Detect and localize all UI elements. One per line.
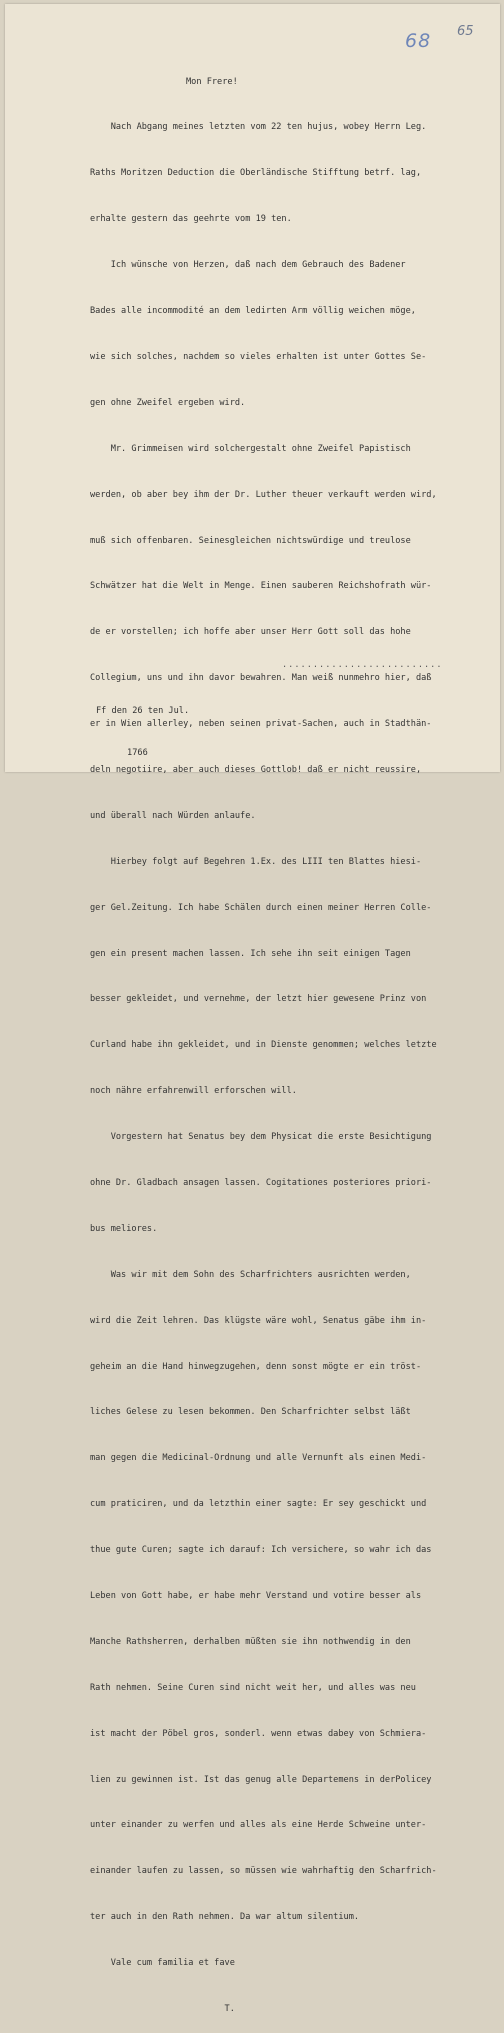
letter-line: Manche Rathsherren, derhalben müßten sie ihn nothwendig in den (90, 1636, 411, 1647)
letter-line: gen ohne Zweifel ergeben wird. (90, 397, 246, 408)
letter-line: Nach Abgang meines letzten vom 22 ten hujus, wobey Herrn Leg. (90, 122, 427, 133)
letter-line: Vale cum familia et fave (90, 1958, 235, 1969)
letter-line: Leben von Gott habe, er habe mehr Verstand und votire besser als (90, 1590, 422, 1601)
letter-line: wie sich solches, nachdem so vieles erhalten ist unter Gottes Se- (90, 351, 427, 362)
letter-line: Ich wünsche von Herzen, daß nach dem Gebrauch des Badener (90, 260, 406, 271)
letter-line: ist macht der Pöbel gros, sonderl. wenn etwas dabey von Schmiera- (90, 1728, 427, 1739)
letter-line: thue gute Curen; sagte ich darauf: Ich versichere, so wahr ich das (90, 1545, 432, 1556)
letter-line: lien zu gewinnen ist. Ist das genug alle Departemens in derPolicey (90, 1774, 432, 1785)
letter-line: und überall nach Würden anlaufe. (90, 810, 256, 821)
letter-body (90, 44, 494, 2033)
letter-line: bus meliores. (90, 1223, 158, 1234)
letter-line: ohne Dr. Gladbach ansagen lassen. Cogitationes posteriores priori- (90, 1177, 432, 1188)
letter-line: liches Gelese zu lesen bekommen. Den Scharfrichter selbst läßt (90, 1407, 411, 1418)
letter-line: Hierbey folgt auf Begehren 1.Ex. des LIII ten Blattes hiesi- (90, 856, 422, 867)
letter-line: gen ein present machen lassen. Ich sehe ihn seit einigen Tagen (90, 948, 411, 959)
letter-line: unter einander zu werfen und alles als eine Herde Schweine unter- (90, 1820, 427, 1831)
letter-line: muß sich offenbaren. Seinesgleichen nichtswürdige und treulose (90, 535, 411, 546)
letter-line: Bades alle incommodité an dem ledirten Arm völlig weichen möge, (90, 306, 416, 317)
letter-line: deln negotiire, aber auch dieses Gottlob! daß er nicht reussire, (90, 764, 422, 775)
letter-line: Was wir mit dem Sohn des Scharfrichters ausrichten werden, (90, 1269, 411, 1280)
letter-line: Raths Moritzen Deduction die Oberländische Stifftung betrf. lag, (90, 168, 422, 179)
letter-line: noch nähre erfahrenwill erforschen will. (90, 1086, 297, 1097)
letter-line: Schwätzer hat die Welt in Menge. Einen sauberen Reichshofrath wür- (90, 581, 432, 592)
letter-line: erhalte gestern das geehrte vom 19 ten. (90, 214, 292, 225)
date-block (96, 676, 189, 774)
letter-line: Vorgestern hat Senatus bey dem Physicat die erste Besichtigung (90, 1132, 432, 1143)
letter-line: T. (90, 2004, 235, 2014)
date-line: Ff den 26 ten Jul. (96, 706, 190, 716)
letter-line: de er vorstellen; ich hoffe aber unser Herr Gott soll das hohe (90, 627, 411, 638)
letter-line: er in Wien allerley, neben seinen privat-Sachen, auch in Stadthän- (90, 719, 432, 730)
page-number: 68 (405, 30, 432, 52)
letter-line: man gegen die Medicinal-Ordnung und alle Vernunft als einen Medi- (90, 1453, 427, 1464)
letter-line: geheim an die Hand hinwegzugehen, denn sonst mögte er ein tröst- (90, 1361, 422, 1372)
letter-line: einander laufen zu lassen, so müssen wie wahrhaftig den Scharfrich- (90, 1866, 437, 1877)
letter-line: Rath nehmen. Seine Curen sind nicht weit her, und alles was neu (90, 1682, 416, 1693)
year-line: 1766 (96, 748, 148, 758)
letter-line: wird die Zeit lehren. Das klügste wäre wohl, Senatus gäbe ihm in- (90, 1315, 427, 1326)
letter-line: Mr. Grimmeisen wird solchergestalt ohne Zweifel Papistisch (90, 443, 411, 454)
letter-line: Curland habe ihn gekleidet, und in Dienste genommen; welches letzte (90, 1040, 437, 1051)
signature-dots: .......................... (282, 660, 443, 670)
letter-line: Collegium, uns und ihn davor bewahren. Man weiß nunmehro hier, daß (90, 673, 432, 684)
letter-line: werden, ob aber bey ihm der Dr. Luther theuer verkauft werden wird, (90, 489, 437, 500)
letter-line: besser gekleidet, und vernehme, der letzt hier gewesene Prinz von (90, 994, 427, 1005)
letter-line: cum praticiren, und da letzthin einer sagte: Er sey geschickt und (90, 1499, 427, 1510)
letter-line: ger Gel.Zeitung. Ich habe Schälen durch einen meiner Herren Colle- (90, 902, 432, 913)
salutation: Mon Frere! (186, 76, 238, 87)
page-number-alt: 65 (457, 24, 474, 39)
letter-line: ter auch in den Rath nehmen. Da war altum silentium. (90, 1912, 360, 1923)
